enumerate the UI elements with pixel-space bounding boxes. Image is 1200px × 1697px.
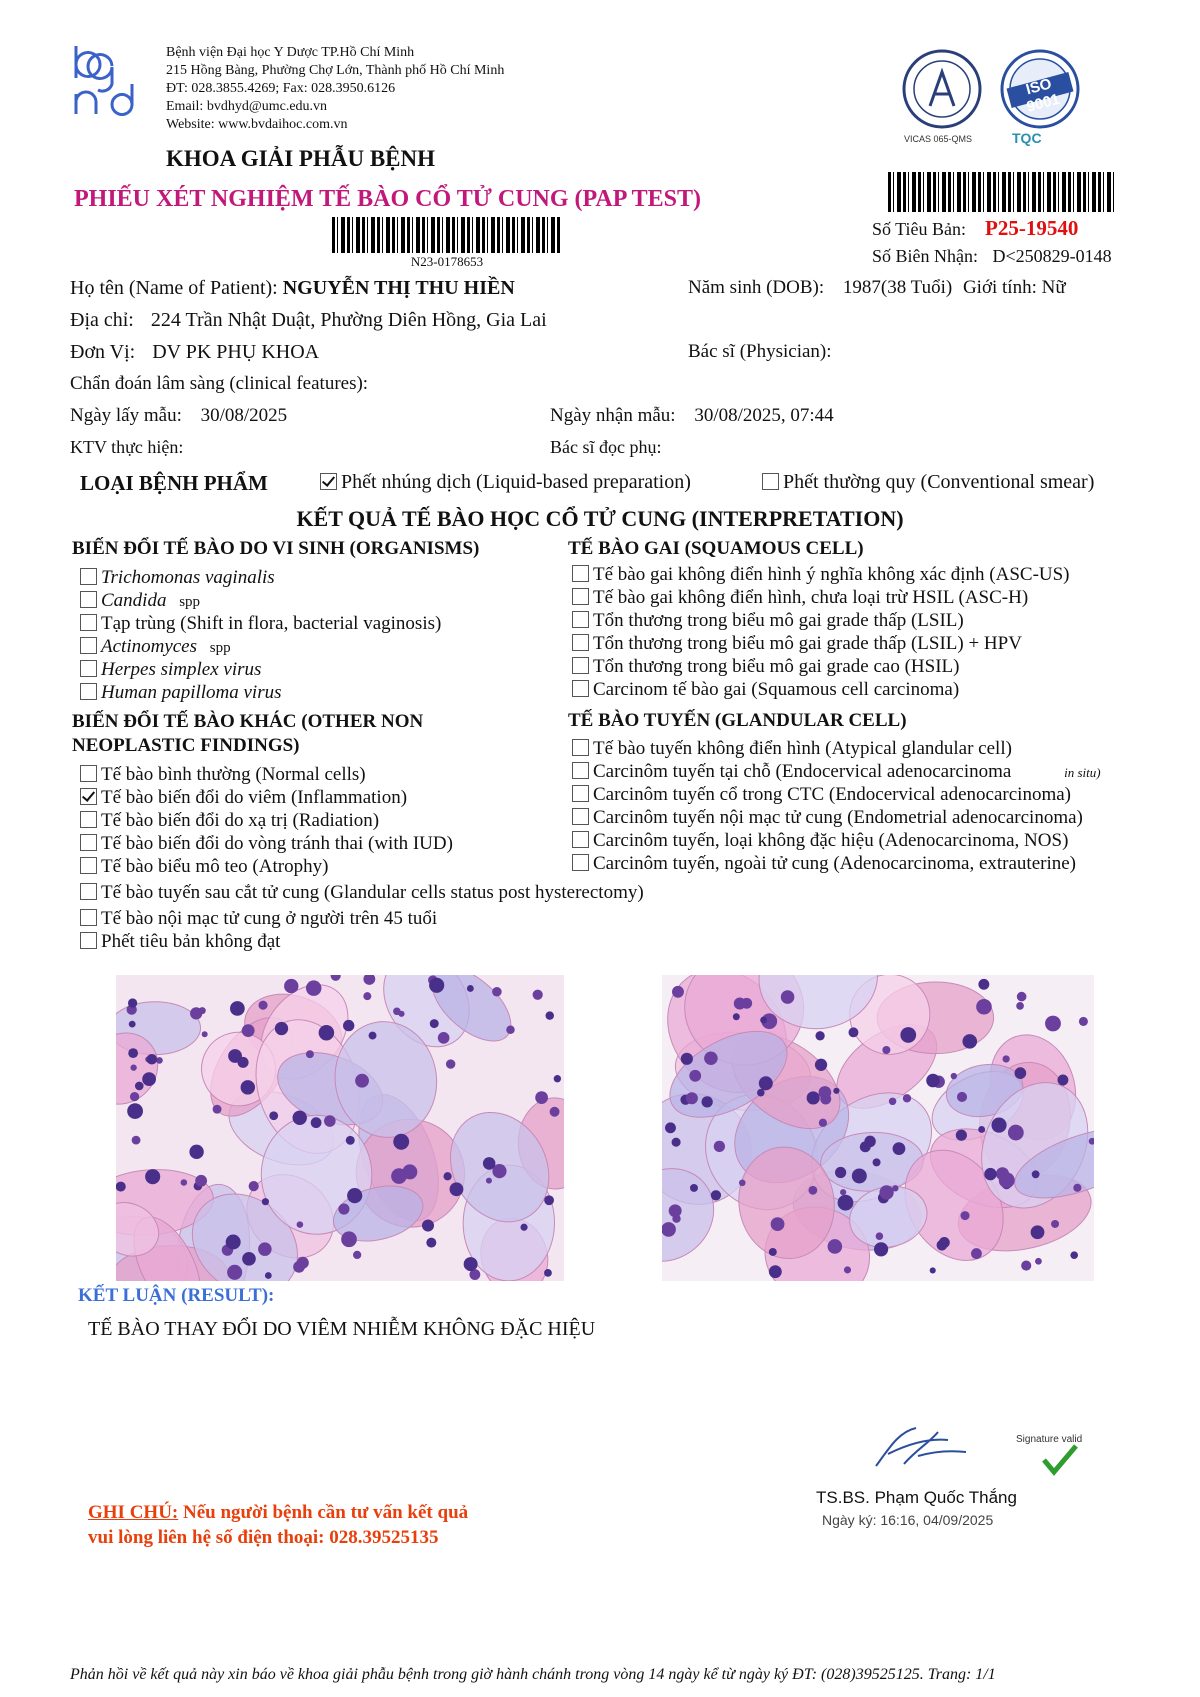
glandular-list bbox=[572, 737, 1101, 875]
cell-nucleus bbox=[226, 1235, 241, 1250]
cell-nucleus bbox=[1057, 1075, 1068, 1086]
technician-label: KTV thực hiện: bbox=[70, 437, 184, 457]
microscopy-image-right bbox=[662, 975, 1094, 1281]
glandular-item[interactable]: Carcinôm tuyến nội mạc tử cung (Endometrial adenocarcinoma) bbox=[572, 806, 1101, 829]
slide-number-value: P25-19540 bbox=[985, 216, 1079, 240]
cell-nucleus bbox=[686, 1092, 698, 1104]
cell-nucleus bbox=[429, 978, 444, 993]
cell-nucleus bbox=[554, 1075, 561, 1082]
organism-item[interactable]: Tạp trùng (Shift in flora, bacterial vaginosis) bbox=[80, 612, 441, 635]
cell-nucleus bbox=[1016, 1002, 1024, 1010]
cell-nucleus bbox=[852, 1168, 867, 1183]
cell-nucleus bbox=[331, 975, 341, 981]
cell-nucleus bbox=[343, 1020, 354, 1031]
specimen-type-liquid[interactable] bbox=[320, 471, 691, 494]
other-finding-item[interactable]: Tế bào biến đổi do xạ trị (Radiation) bbox=[80, 809, 644, 832]
cell-nucleus bbox=[213, 1105, 222, 1114]
cell-nucleus bbox=[544, 1195, 554, 1205]
glandular-title: TẾ BÀO TUYẾN (GLANDULAR CELL) bbox=[568, 710, 907, 731]
conclusion-label: KẾT LUẬN (RESULT): bbox=[78, 1285, 275, 1306]
cell-nucleus bbox=[1073, 1184, 1081, 1192]
squamous-item[interactable]: Tổn thương trong biểu mô gai grade cao (HSIL) bbox=[572, 655, 1070, 678]
cell-nucleus bbox=[1002, 1055, 1009, 1062]
hospital-email: Email: bvdhyd@umc.edu.vn bbox=[166, 99, 328, 114]
cell-nucleus bbox=[426, 1238, 436, 1248]
specimen-type-conventional-label: Phết thường quy (Conventional smear) bbox=[783, 471, 1095, 493]
cell-nucleus bbox=[422, 1220, 434, 1232]
cell-nucleus bbox=[844, 1266, 851, 1273]
cell-nucleus bbox=[1015, 1067, 1027, 1079]
cell-nucleus bbox=[265, 1272, 272, 1279]
cell-nucleus bbox=[319, 1025, 335, 1041]
cell-nucleus bbox=[402, 1164, 417, 1179]
cell-nucleus bbox=[202, 1031, 208, 1037]
cell-nucleus bbox=[535, 1091, 548, 1104]
cell-nucleus bbox=[227, 1265, 242, 1280]
other-finding-item[interactable]: Tế bào biến đổi do viêm (Inflammation) bbox=[80, 786, 644, 809]
cell-nucleus bbox=[892, 1185, 898, 1191]
cell-nucleus bbox=[835, 1167, 846, 1178]
hospital-name: Bệnh viện Đại học Y Dược TP.Hồ Chí Minh bbox=[166, 45, 415, 60]
cell-nucleus bbox=[520, 1224, 527, 1231]
cell-nucleus bbox=[672, 1214, 680, 1222]
cell-nucleus bbox=[1079, 1017, 1088, 1026]
cell-nucleus bbox=[1008, 1125, 1024, 1141]
cell-nucleus bbox=[129, 1021, 136, 1028]
hospital-website: Website: www.bvdaihoc.com.vn bbox=[166, 117, 348, 132]
cell-nucleus bbox=[760, 1017, 767, 1024]
cell-nucleus bbox=[873, 1158, 881, 1166]
glandular-item[interactable]: Carcinôm tuyến, ngoài tử cung (Adenocarcinoma, extrauterine) bbox=[572, 852, 1101, 875]
cell-nucleus bbox=[838, 1195, 854, 1211]
cell-nucleus bbox=[467, 985, 474, 992]
cell-nucleus bbox=[450, 1182, 464, 1196]
cell-nucleus bbox=[483, 1157, 496, 1170]
cell-nucleus bbox=[1021, 1260, 1031, 1270]
cell-nucleus bbox=[961, 1211, 970, 1220]
cell-nucleus bbox=[704, 1051, 718, 1065]
cell-nucleus bbox=[147, 1054, 158, 1065]
cell-nucleus bbox=[258, 1001, 267, 1010]
organism-item[interactable]: Trichomonas vaginalis bbox=[80, 566, 441, 589]
patient-name-label: Họ tên (Name of Patient): bbox=[70, 277, 278, 299]
note-block bbox=[88, 1500, 468, 1550]
hospital-logo bbox=[70, 44, 158, 116]
cell-nucleus bbox=[438, 1032, 450, 1044]
cell-nucleus bbox=[757, 1089, 765, 1097]
cell-nucleus bbox=[550, 1107, 560, 1117]
cell-nucleus bbox=[533, 990, 543, 1000]
receipt-number-value: D<250829-0148 bbox=[992, 246, 1112, 266]
collection-date-label: Ngày lấy mẫu: bbox=[70, 405, 182, 426]
cell-nucleus bbox=[443, 1172, 451, 1180]
cell-nucleus bbox=[930, 1267, 936, 1273]
footer-text: Phản hồi về kết quả này xin báo về khoa giải phẫu bệnh trong giờ hành chánh trong vòng 14 ngày kể từ ngày ký ĐT: (028)39525125. Trang: 1/1 bbox=[70, 1666, 996, 1683]
cell-nucleus bbox=[876, 1232, 884, 1240]
cell-nucleus bbox=[199, 1007, 206, 1014]
other-finding-item[interactable]: Tế bào biến đổi do vòng tránh thai (with IUD) bbox=[80, 832, 644, 855]
barcode-image bbox=[332, 217, 562, 253]
slide-number-label: Số Tiêu Bản: bbox=[872, 219, 967, 239]
cell-nucleus bbox=[926, 1074, 940, 1088]
received-date-label: Ngày nhận mẫu: bbox=[550, 405, 676, 426]
other-finding-item[interactable]: Tế bào biểu mô teo (Atrophy) bbox=[80, 855, 644, 878]
cell-nucleus bbox=[900, 1027, 916, 1043]
cell-nucleus bbox=[759, 1076, 773, 1090]
cell-nucleus bbox=[297, 1221, 304, 1228]
cell-nucleus bbox=[681, 1053, 693, 1065]
cell-nucleus bbox=[430, 1019, 439, 1028]
cell-nucleus bbox=[369, 1032, 377, 1040]
cell-nucleus bbox=[807, 1091, 820, 1104]
cell-nucleus bbox=[393, 1134, 409, 1150]
cell-nucleus bbox=[363, 992, 371, 1000]
cell-nucleus bbox=[262, 1198, 269, 1205]
page-number: 1/1 bbox=[975, 1666, 996, 1683]
squamous-item[interactable]: Carcinom tế bào gai (Squamous cell carcinoma) bbox=[572, 678, 1070, 701]
gender-value: Nữ bbox=[1041, 277, 1066, 298]
cell-nucleus bbox=[769, 1248, 777, 1256]
cell-nucleus bbox=[156, 1057, 163, 1064]
cell-nucleus bbox=[135, 1082, 144, 1091]
organism-item[interactable]: Actinomyces spp bbox=[80, 635, 441, 658]
cell-nucleus bbox=[833, 1088, 839, 1094]
cell-nucleus bbox=[363, 975, 375, 985]
cell-nucleus bbox=[353, 1251, 361, 1259]
cell-nucleus bbox=[882, 1046, 890, 1054]
cell-nucleus bbox=[828, 1239, 843, 1254]
cell-nucleus bbox=[446, 1059, 455, 1068]
cell-nucleus bbox=[130, 1064, 136, 1070]
glandular-item[interactable]: Carcinôm tuyến, loại không đặc hiệu (Adenocarcinoma, NOS) bbox=[572, 829, 1101, 852]
note-line1: Nếu người bệnh cần tư vấn kết quả bbox=[178, 1502, 469, 1523]
cell-nucleus bbox=[142, 1072, 156, 1086]
cell-nucleus bbox=[338, 1204, 349, 1215]
cell-nucleus bbox=[815, 1059, 827, 1071]
cell-nucleus bbox=[819, 1119, 827, 1127]
squamous-title: TẾ BÀO GAI (SQUAMOUS CELL) bbox=[568, 538, 864, 559]
cell-nucleus bbox=[130, 1092, 139, 1101]
cell-nucleus bbox=[971, 1248, 982, 1259]
signature-scribble-icon bbox=[868, 1420, 978, 1480]
cell-nucleus bbox=[181, 1179, 188, 1186]
unit-value: DV PK PHỤ KHOA bbox=[152, 341, 320, 363]
other-findings-list bbox=[80, 763, 644, 953]
other-finding-item[interactable]: Tế bào nội mạc tử cung ở người trên 45 tuổi bbox=[80, 907, 644, 930]
cell-nucleus bbox=[195, 1175, 207, 1187]
cell-nucleus bbox=[486, 1178, 492, 1184]
cell-nucleus bbox=[132, 1136, 141, 1145]
cell-nucleus bbox=[999, 1172, 1015, 1188]
cell-nucleus bbox=[978, 979, 989, 990]
squamous-item[interactable]: Tế bào gai không điển hình, chưa loại trừ HSIL (ASC-H) bbox=[572, 586, 1070, 609]
cell-nucleus bbox=[689, 1070, 701, 1082]
cell-nucleus bbox=[741, 998, 752, 1009]
cell-nucleus bbox=[874, 1242, 888, 1256]
address-value: 224 Trần Nhật Duật, Phường Diên Hồng, Gia Lai bbox=[150, 309, 547, 331]
organisms-list bbox=[80, 566, 441, 704]
cell-nucleus bbox=[711, 1190, 721, 1200]
organisms-title: BIẾN ĐỔI TẾ BÀO DO VI SINH (ORGANISMS) bbox=[72, 538, 480, 559]
received-date-value: 30/08/2025, 07:44 bbox=[694, 405, 834, 426]
cell-nucleus bbox=[275, 1022, 288, 1035]
cell-nucleus bbox=[808, 1186, 817, 1195]
cell-nucleus bbox=[781, 990, 795, 1004]
cell-nucleus bbox=[957, 1092, 967, 1102]
cell-nucleus bbox=[672, 1138, 681, 1147]
tqc-label: TQC bbox=[1012, 130, 1042, 146]
cell-nucleus bbox=[991, 1117, 1006, 1132]
department-title: KHOA GIẢI PHẪU BỆNH bbox=[166, 146, 436, 171]
specimen-type-liquid-checkbox[interactable] bbox=[320, 473, 337, 490]
cell-nucleus bbox=[242, 1024, 255, 1037]
organism-item[interactable]: Candida spp bbox=[80, 589, 441, 612]
signing-doctor: TS.BS. Phạm Quốc Thắng bbox=[816, 1488, 1017, 1507]
results-title: KẾT QUẢ TẾ BÀO HỌC CỔ TỬ CUNG (INTERPRETATION) bbox=[296, 506, 904, 531]
specimen-type-label: LOẠI BỆNH PHẨM bbox=[80, 471, 268, 495]
collection-date-value: 30/08/2025 bbox=[200, 405, 288, 426]
other-findings-title: BIẾN ĐỔI TẾ BÀO KHÁC (OTHER NON NEOPLASTIC FINDINGS) bbox=[72, 711, 424, 756]
glandular-item[interactable]: Tế bào tuyến không điển hình (Atypical glandular cell) bbox=[572, 737, 1101, 760]
cell-nucleus bbox=[1017, 992, 1027, 1002]
cell-nucleus bbox=[956, 1130, 967, 1141]
squamous-item[interactable]: Tổn thương trong biểu mô gai grade thấp (LSIL) bbox=[572, 609, 1070, 632]
cell-nucleus bbox=[672, 986, 684, 998]
specimen-type-conventional-checkbox[interactable] bbox=[762, 473, 779, 490]
hospital-address: 215 Hồng Bàng, Phường Chợ Lớn, Thành phố Hồ Chí Minh bbox=[166, 63, 505, 78]
cell-nucleus bbox=[116, 1182, 126, 1192]
signature-scribble bbox=[868, 1420, 978, 1480]
cell-nucleus bbox=[355, 1074, 369, 1088]
cell-nucleus bbox=[690, 1184, 698, 1192]
specimen-barcode-image bbox=[888, 172, 1114, 212]
cell-nucleus bbox=[341, 1231, 357, 1247]
dob-value: 1987(38 Tuổi) bbox=[842, 277, 953, 298]
cell-nucleus bbox=[306, 1050, 314, 1058]
signing-date: Ngày ký: 16:16, 04/09/2025 bbox=[822, 1512, 994, 1528]
cell-nucleus bbox=[879, 1185, 893, 1199]
hospital-phone: ĐT: 028.3855.4269; Fax: 028.3950.6126 bbox=[166, 81, 396, 96]
conclusion-text: TẾ BÀO THAY ĐỔI DO VIÊM NHIỄM KHÔNG ĐẶC HIỆU bbox=[88, 1318, 596, 1340]
cell-nucleus bbox=[464, 1257, 478, 1271]
glandular-item[interactable]: Carcinôm tuyến tại chỗ (Endocervical adenocarcinoma in situ) bbox=[572, 760, 1101, 783]
gender-label: Giới tính: bbox=[962, 277, 1037, 298]
cell-nucleus bbox=[714, 1141, 725, 1152]
cell-nucleus bbox=[962, 1034, 977, 1049]
cell-nucleus bbox=[398, 1011, 404, 1017]
patient-name-value: NGUYỄN THỊ THU HIỀN bbox=[282, 277, 515, 299]
cell-nucleus bbox=[284, 979, 298, 993]
organism-item[interactable]: Human papilloma virus bbox=[80, 681, 441, 704]
cell-nucleus bbox=[347, 1188, 362, 1203]
specimen-type-liquid-label: Phết nhúng dịch (Liquid-based preparation) bbox=[341, 471, 691, 493]
organism-item[interactable]: Herpes simplex virus bbox=[80, 658, 441, 681]
cell-nucleus bbox=[860, 1141, 871, 1152]
cell-nucleus bbox=[249, 1181, 259, 1191]
specimen-type-conventional[interactable] bbox=[762, 471, 1094, 494]
other-finding-item[interactable]: Tế bào tuyến sau cắt tử cung (Glandular cells status post hysterectomy) bbox=[80, 881, 644, 904]
cell-nucleus bbox=[544, 1269, 552, 1277]
cell-nucleus bbox=[978, 1126, 985, 1133]
microscopy-image-left bbox=[116, 975, 564, 1281]
note-label: GHI CHÚ: bbox=[88, 1502, 179, 1523]
cell-nucleus bbox=[1035, 1258, 1042, 1265]
unit-label: Đơn Vị: bbox=[70, 341, 136, 363]
cell-nucleus bbox=[937, 1240, 948, 1251]
cell-nucleus bbox=[241, 1080, 255, 1094]
cell-nucleus bbox=[1032, 1170, 1040, 1178]
cell-nucleus bbox=[311, 1117, 322, 1128]
clinical-features-label: Chẩn đoán lâm sàng (clinical features): bbox=[70, 373, 369, 394]
cell-nucleus bbox=[815, 1031, 824, 1040]
cell-nucleus bbox=[242, 1252, 256, 1266]
cell-nucleus bbox=[189, 1145, 203, 1159]
cell-nucleus bbox=[739, 1179, 746, 1186]
barcode-code: N23-0178653 bbox=[410, 254, 484, 269]
cell-nucleus bbox=[771, 1217, 785, 1231]
signature-valid-text: Signature valid bbox=[1016, 1434, 1083, 1445]
cell-nucleus bbox=[145, 1169, 160, 1184]
cell-nucleus bbox=[293, 1261, 305, 1273]
cell-nucleus bbox=[665, 1122, 676, 1133]
cell-nucleus bbox=[848, 1027, 858, 1037]
cell-nucleus bbox=[306, 980, 322, 996]
reader-label: Bác sĩ đọc phụ: bbox=[550, 437, 662, 457]
cell-nucleus bbox=[269, 1111, 278, 1120]
cell-nucleus bbox=[840, 1189, 846, 1195]
signature-valid-check-icon bbox=[1040, 1442, 1080, 1476]
cell-nucleus bbox=[893, 1142, 906, 1155]
cell-nucleus bbox=[128, 998, 137, 1007]
cell-nucleus bbox=[324, 1115, 336, 1127]
cell-nucleus bbox=[903, 1094, 911, 1102]
cell-nucleus bbox=[889, 1098, 896, 1105]
cell-nucleus bbox=[1045, 1016, 1061, 1032]
cell-nucleus bbox=[984, 1168, 996, 1180]
other-finding-item[interactable]: Phết tiêu bản không đạt bbox=[80, 930, 644, 953]
cell-nucleus bbox=[819, 1086, 832, 1099]
cell-nucleus bbox=[702, 1096, 713, 1107]
cell-nucleus bbox=[733, 1013, 740, 1020]
address-label: Địa chỉ: bbox=[70, 309, 134, 331]
receipt-number-label: Số Biên Nhận: bbox=[872, 246, 978, 266]
glandular-item[interactable]: Carcinôm tuyến cổ trong CTC (Endocervical adenocarcinoma) bbox=[572, 783, 1101, 806]
note-line2: vui lòng liên hệ số điện thoại: 028.39525135 bbox=[88, 1527, 439, 1548]
iso-badge-text: ISO 9001 bbox=[1024, 75, 1062, 116]
form-title: PHIẾU XÉT NGHIỆM TẾ BÀO CỔ TỬ CUNG (PAP TEST) bbox=[74, 186, 701, 212]
dob-label: Năm sinh (DOB): bbox=[688, 277, 825, 298]
cell-nucleus bbox=[1031, 1225, 1045, 1239]
cell-nucleus bbox=[1070, 1251, 1078, 1259]
other-finding-item[interactable]: Tế bào bình thường (Normal cells) bbox=[80, 763, 644, 786]
cell-nucleus bbox=[769, 1265, 782, 1278]
cell-nucleus bbox=[127, 1103, 143, 1119]
cell-nucleus bbox=[492, 987, 502, 997]
physician-label: Bác sĩ (Physician): bbox=[688, 341, 832, 362]
cell-nucleus bbox=[1051, 1220, 1059, 1228]
cell-nucleus bbox=[546, 1011, 554, 1019]
cell-nucleus bbox=[258, 1242, 272, 1256]
cell-nucleus bbox=[293, 1111, 307, 1125]
squamous-item[interactable]: Tế bào gai không điển hình ý nghĩa không xác định (ASC-US) bbox=[572, 563, 1070, 586]
cell-nucleus bbox=[951, 1073, 957, 1079]
cell-nucleus bbox=[230, 1001, 245, 1016]
squamous-list bbox=[572, 563, 1070, 701]
cell-nucleus bbox=[228, 1049, 242, 1063]
certification-badges bbox=[900, 44, 1100, 154]
cell-nucleus bbox=[506, 1025, 515, 1034]
vicas-label: VICAS 065-QMS bbox=[904, 134, 973, 144]
cell-nucleus bbox=[976, 999, 992, 1015]
cell-nucleus bbox=[346, 1136, 355, 1145]
cell-nucleus bbox=[128, 1048, 138, 1058]
squamous-item[interactable]: Tổn thương trong biểu mô gai grade thấp (LSIL) + HPV bbox=[572, 632, 1070, 655]
